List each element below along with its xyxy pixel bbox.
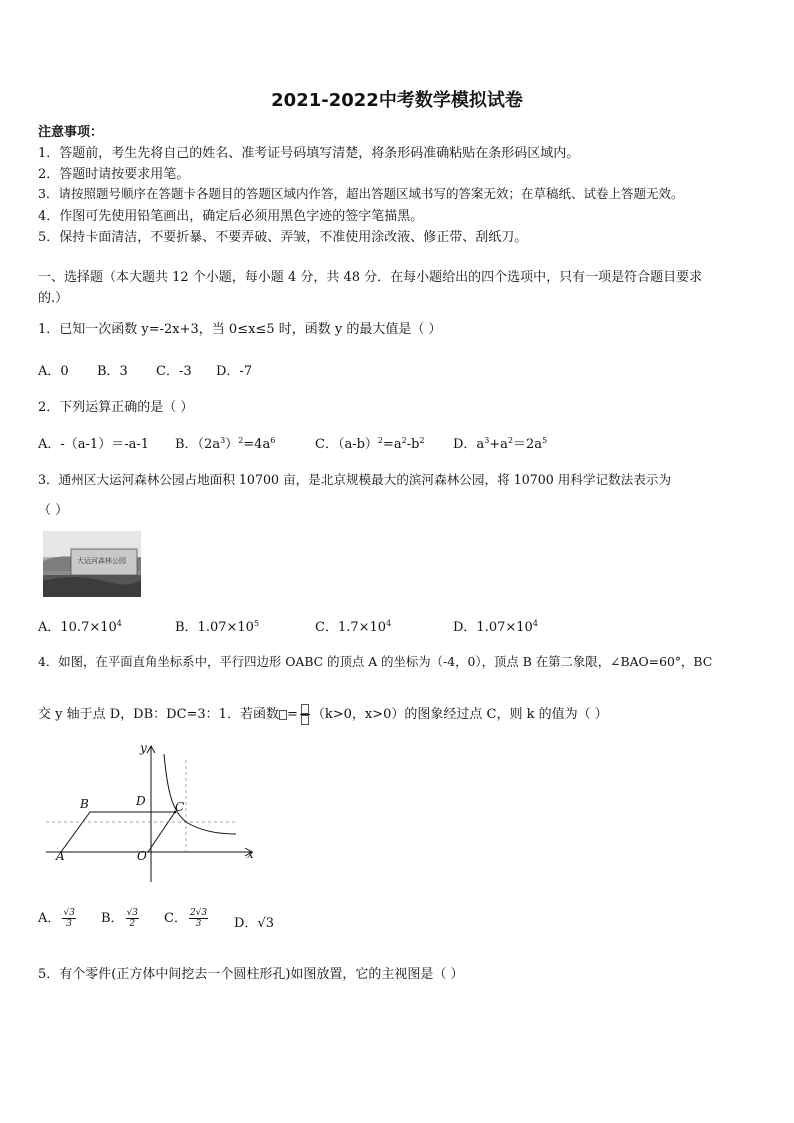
park-sign-text: 大运河森林公园 [77,557,126,565]
k-over-x-fraction [300,704,310,726]
question-3-paren: （ ） [38,503,69,518]
question-2-option-d: D．$a^3+a^2=2a^5$ [453,436,548,452]
parallelogram-figure [40,740,270,890]
notice-item-1: 1．答题前，考生先将自己的姓名、准考证号码填写清楚，将条形码准确粘贴在条形码区域内。 [38,146,580,161]
fig-label-c: C [175,800,185,814]
question-2-option-a: A．-（a-1）＝-a-1 [38,437,150,452]
question-2-option-b: B．$(2a^3)^2=4a^6$ [175,436,276,452]
notice-item-2: 2．答题时请按要求用笔。 [38,167,190,182]
question-3-option-a: A．$10.7\times 10^4$ [38,619,122,635]
page-title: 2021-2022中考数学模拟试卷 [271,90,523,111]
section-heading-line1: 一、选择题（本大题共 12 个小题，每小题 4 分，共 48 分．在每小题给出的四个选项中，只有一项是符合题目要求 [38,270,703,285]
fig-label-a: A [56,849,65,863]
question-1-text: 1．已知一次函数 y=-2x+3，当 0≤x≤5 时，函数 y 的最大值是（ ） [38,322,442,337]
question-1-option-a: A．0 [38,364,69,379]
fig-label-d: D [136,794,146,808]
fig-label-o: O [137,849,147,863]
question-4-line2: 交 y 轴于点 D，DB：DC=3：1．若函数 = （k>0，x>0）的图象经过点 C，则 k 的值为（ ） [38,703,608,726]
question-4-line1: 4．如图，在平面直角坐标系中，平行四边形 OABC 的顶点 A 的坐标为（-4，0），顶点 B 在第二象限，∠BAO=60°，BC [38,654,713,669]
question-1-option-b: B．3 [97,364,128,379]
park-photo [43,531,141,597]
question-4-option-b: B． $\frac{√3}{2}$ [101,908,139,929]
notice-item-5: 5．保持卡面清洁，不要折暴、不要弄破、弄皱，不准使用涂改液、修正带、刮纸刀。 [38,230,528,245]
question-3-option-c: C．$1.7\times 10^4$ [315,619,392,635]
question-3-text: 3．通州区大运河森林公园占地面积 10700 亩，是北京规模最大的滨河森林公园，将 10700 用科学记数法表示为 [38,472,672,487]
fig-label-x: x [247,847,254,861]
question-1-option-c: C．-3 [156,364,192,379]
notice-item-4: 4．作图可先使用铅笔画出，确定后必须用黑色字迹的签字笔描黑。 [38,209,424,224]
question-4-option-c: C． $\frac{2√3}{3}$ [164,908,208,929]
section-heading-line2: 的.） [38,291,69,306]
fig-label-y: y [140,741,147,755]
question-4-option-a: A． $\frac{√3}{3}$ [38,908,75,929]
question-3-option-d: D．$1.07\times 10^4$ [453,619,538,635]
notice-item-3: 3．请按照题号顺序在答题卡各题目的答题区域内作答，超出答题区域书写的答案无效；在草稿纸、试卷上答题无效。 [38,186,684,201]
question-5-text: 5．有个零件(正方体中间挖去一个圆柱形孔)如图放置，它的主视图是（ ） [38,967,464,982]
notice-heading: 注意事项： [38,125,104,140]
fig-label-b: B [80,797,89,811]
question-2-option-c: C．$(a-b)^2=a^2-b^2$ [315,436,425,452]
question-3-option-b: B．$1.07\times 10^5$ [175,619,260,635]
question-2-text: 2．下列运算正确的是（ ） [38,400,194,415]
question-4-option-d: D．√3 [234,916,274,931]
question-1-option-d: D．-7 [216,364,253,379]
missing-glyph-box [279,710,287,720]
